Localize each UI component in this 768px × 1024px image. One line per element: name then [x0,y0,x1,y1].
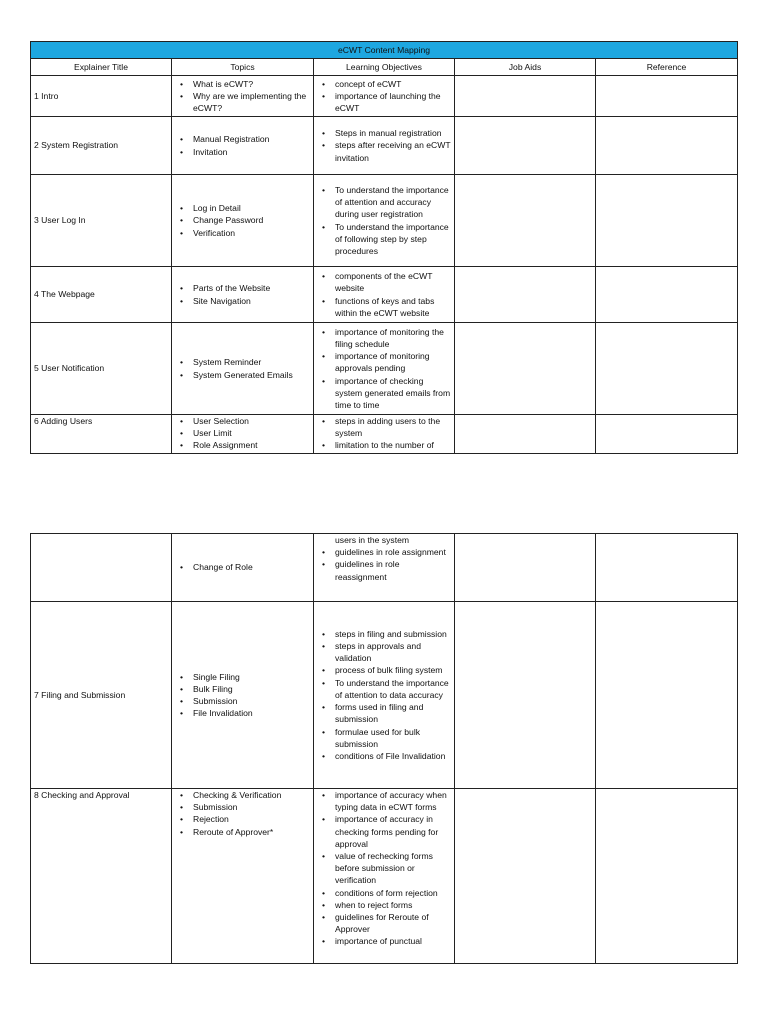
objectives-list [317,628,451,762]
list-item: • guidelines in role assignment [335,546,451,558]
table-row [31,534,738,602]
objectives-continued-text: users in the system [335,535,410,545]
list-item: • steps after receiving an eCWT invitation [335,139,451,163]
list-item: • Single Filing [193,671,310,683]
reference-cell [596,602,738,789]
list-item: • steps in approvals and validation [335,640,451,664]
list-item: • User Limit [193,427,310,439]
objectives-list [317,127,451,164]
list-item: • importance of punctual [335,935,451,947]
list-item: • Change of Role [193,561,310,573]
objectives-list [317,546,451,583]
list-item: • Invitation [193,146,310,158]
topics-cell [172,789,314,964]
list-item: • steps in adding users to the system [335,415,451,439]
list-item: • when to reject forms [335,899,451,911]
list-item: • formulae used for bulk submission [335,726,451,750]
topics-cell [172,76,314,117]
objectives-cell [314,534,455,602]
objectives-cell [314,789,455,964]
list-item: • Why are we implementing the eCWT? [193,90,310,114]
job-aids-cell [455,117,596,175]
list-item: • importance of monitoring the filing schedule [335,326,451,350]
objectives-cell [314,117,455,175]
list-item: • Rejection [193,813,310,825]
reference-cell [596,117,738,175]
table-row [31,789,738,964]
job-aids-cell [455,602,596,789]
list-item: • importance of launching the eCWT [335,90,451,114]
topics-list [175,671,310,720]
list-item: • System Generated Emails [193,369,310,381]
list-item: • value of rechecking forms before submission or verification [335,850,451,887]
topics-list [175,78,310,115]
explainer-title: 6 Adding Users [31,415,172,454]
header-learning-objectives: Learning Objectives [314,59,455,76]
list-item: • Reroute of Approver* [193,826,310,838]
objectives-cell [314,602,455,789]
list-item: • To understand the importance of attention and accuracy during user registration [335,184,451,221]
list-item: • steps in filing and submission [335,628,451,640]
job-aids-cell [455,267,596,323]
header-reference: Reference [596,59,738,76]
list-item: • Steps in manual registration [335,127,451,139]
objectives-list [317,184,451,257]
table-row [31,415,738,454]
list-item: • components of the eCWT website [335,270,451,294]
job-aids-cell [455,789,596,964]
list-item: • File Invalidation [193,707,310,719]
table-row [31,602,738,789]
reference-cell [596,323,738,415]
job-aids-cell [455,415,596,454]
list-item: • concept of eCWT [335,78,451,90]
list-item: • To understand the importance of following step by step procedures [335,221,451,258]
topics-list [175,282,310,306]
list-item: • process of bulk filing system [335,664,451,676]
header-explainer-title: Explainer Title [31,59,172,76]
topics-cell [172,534,314,602]
objectives-list [317,789,451,948]
list-item: • conditions of form rejection [335,887,451,899]
reference-cell [596,267,738,323]
list-item: • What is eCWT? [193,78,310,90]
list-item: • functions of keys and tabs within the eCWT website [335,295,451,319]
list-item: • importance of monitoring approvals pending [335,350,451,374]
header-topics: Topics [172,59,314,76]
explainer-title: 2 System Registration [31,117,172,175]
topics-list [175,133,310,157]
table-row [31,175,738,267]
topics-list [175,415,310,452]
explainer-title: 7 Filing and Submission [31,602,172,789]
objectives-list [317,270,451,319]
reference-cell [596,175,738,267]
table-row [31,76,738,117]
explainer-title: 3 User Log In [31,175,172,267]
list-item: • Role Assignment [193,439,310,451]
list-item: • Change Password [193,214,310,226]
objectives-list [317,326,451,411]
list-item: • importance of accuracy when typing data in eCWT forms [335,789,451,813]
objectives-cell [314,175,455,267]
explainer-title: 4 The Webpage [31,267,172,323]
explainer-title: 5 User Notification [31,323,172,415]
reference-cell [596,789,738,964]
list-item: • Submission [193,801,310,813]
objectives-cell [314,323,455,415]
content-mapping-table [30,41,738,454]
objectives-cell [314,267,455,323]
objectives-list [317,415,451,452]
list-item: • Submission [193,695,310,707]
topics-cell [172,175,314,267]
explainer-title: 8 Checking and Approval [31,789,172,964]
job-aids-cell [455,76,596,117]
job-aids-cell [455,534,596,602]
objectives-cell [314,415,455,454]
list-item: • Manual Registration [193,133,310,145]
explainer-title: 1 Intro [31,76,172,117]
list-item: • limitation to the number of [335,439,451,451]
list-item: • forms used in filing and submission [335,701,451,725]
table-title-row [31,42,738,59]
reference-cell [596,534,738,602]
list-item: • conditions of File Invalidation [335,750,451,762]
list-item: • Parts of the Website [193,282,310,294]
list-item: • To understand the importance of attention to data accuracy [335,677,451,701]
objectives-list [317,78,451,115]
list-item: • User Selection [193,415,310,427]
list-item: • Bulk Filing [193,683,310,695]
topics-list [175,202,310,239]
list-item: • importance of checking system generated emails from time to time [335,375,451,412]
topics-list [175,789,310,838]
list-item: • guidelines for Reroute of Approver [335,911,451,935]
topics-cell [172,267,314,323]
list-item: • Checking & Verification [193,789,310,801]
objectives-cell [314,76,455,117]
list-item: • System Reminder [193,356,310,368]
job-aids-cell [455,175,596,267]
table-row [31,267,738,323]
table-row [31,323,738,415]
reference-cell [596,76,738,117]
table-row [31,117,738,175]
content-mapping-table-continued [30,533,738,964]
topics-list [175,356,310,380]
list-item: • guidelines in role reassignment [335,558,451,582]
reference-cell [596,415,738,454]
job-aids-cell [455,323,596,415]
topics-cell [172,117,314,175]
table-header-row [31,59,738,76]
table-title: eCWT Content Mapping [31,42,738,59]
topics-cell [172,323,314,415]
list-item: • Verification [193,227,310,239]
topics-list [175,561,310,573]
topics-cell [172,602,314,789]
list-item: • Site Navigation [193,295,310,307]
list-item: • importance of accuracy in checking forms pending for approval [335,813,451,850]
explainer-title [31,534,172,602]
list-item: • Log in Detail [193,202,310,214]
topics-cell [172,415,314,454]
header-job-aids: Job Aids [455,59,596,76]
